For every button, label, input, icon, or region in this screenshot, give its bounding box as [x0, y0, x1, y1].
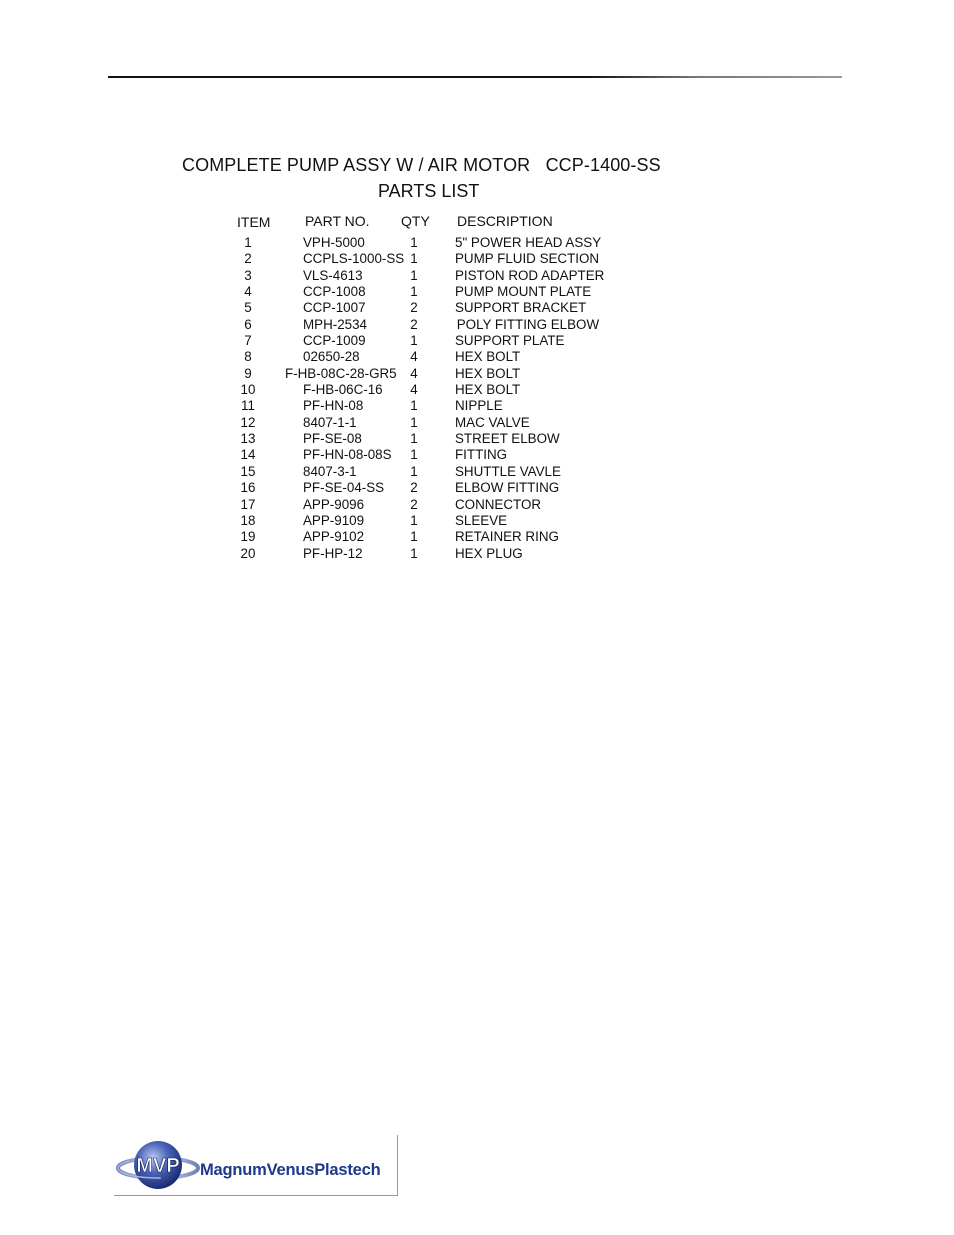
cell-description: POLY FITTING ELBOW	[453, 316, 600, 332]
cell-qty: 2	[410, 300, 418, 316]
cell-item: 9	[244, 365, 252, 381]
cell-qty: 2	[410, 480, 418, 496]
table-row	[0, 431, 954, 447]
column-header-part-no: PART NO.	[305, 213, 370, 229]
cell-description: 5" POWER HEAD ASSY	[455, 235, 602, 250]
cell-item: 10	[240, 382, 256, 398]
cell-part-no: PF-SE-08	[303, 431, 362, 447]
mvp-globe-logo-icon	[114, 1135, 204, 1195]
cell-description: CONNECTOR	[455, 496, 542, 512]
table-row	[0, 317, 954, 333]
table-row	[0, 480, 954, 496]
header-rule	[108, 76, 842, 78]
table-row	[0, 333, 954, 349]
cell-description: RETAINER RING	[455, 529, 559, 545]
cell-part-no: APP-9102	[303, 529, 365, 545]
table-row	[0, 251, 954, 267]
cell-part-no: F-HB-06C-16	[303, 382, 383, 398]
table-row	[0, 284, 954, 300]
cell-part-no: PF-SE-04-SS	[303, 480, 385, 496]
cell-qty: 2	[410, 316, 418, 332]
cell-description: HEX BOLT	[455, 365, 521, 381]
document-title: COMPLETE PUMP ASSY W / AIR MOTOR CCP-1400-SS	[182, 155, 661, 175]
cell-description: PISTON ROD ADAPTER	[455, 267, 605, 283]
table-row	[0, 529, 954, 545]
column-header-qty: QTY	[401, 213, 430, 229]
table-row	[0, 447, 954, 463]
table-row	[0, 513, 954, 529]
cell-item: 12	[240, 414, 256, 430]
cell-part-no: VPH-5000	[303, 235, 365, 250]
cell-description: ELBOW FITTING	[455, 480, 560, 496]
company-logo	[114, 1135, 398, 1196]
cell-item: 2	[244, 251, 252, 267]
cell-item: 5	[244, 300, 252, 316]
table-row	[0, 382, 954, 398]
cell-part-no: PF-HP-12	[303, 545, 363, 561]
cell-item: 13	[240, 431, 256, 447]
cell-description: PUMP MOUNT PLATE	[455, 284, 592, 300]
cell-item: 11	[241, 398, 255, 414]
cell-qty: 4	[410, 365, 418, 381]
cell-qty: 1	[410, 235, 418, 250]
cell-qty: 1	[410, 398, 418, 414]
cell-qty: 1	[410, 431, 418, 447]
cell-part-no: VLS-4613	[303, 267, 363, 283]
cell-item: 19	[240, 529, 256, 545]
cell-qty: 4	[410, 382, 418, 398]
cell-item: 7	[244, 333, 252, 349]
cell-description: STREET ELBOW	[455, 431, 560, 447]
cell-item: 4	[244, 284, 252, 300]
cell-description: SUPPORT PLATE	[455, 333, 565, 349]
cell-qty: 1	[410, 414, 418, 430]
logo-wordmark: MagnumVenusPlastech	[200, 1161, 381, 1179]
cell-qty: 2	[410, 496, 418, 512]
table-row	[0, 349, 954, 365]
table-row	[0, 398, 954, 414]
cell-part-no: APP-9109	[303, 512, 365, 528]
cell-description: NIPPLE	[455, 398, 503, 414]
cell-description: FITTING	[455, 447, 508, 463]
table-row	[0, 464, 954, 480]
cell-qty: 1	[410, 463, 418, 479]
table-row	[0, 366, 954, 382]
cell-qty: 1	[410, 333, 418, 349]
cell-part-no: APP-9096	[303, 496, 365, 512]
cell-qty: 1	[410, 267, 418, 283]
cell-qty: 1	[410, 251, 418, 267]
cell-item: 20	[240, 545, 256, 561]
cell-description: HEX PLUG	[455, 545, 523, 561]
cell-qty: 1	[410, 447, 418, 463]
cell-part-no: CCP-1009	[303, 333, 366, 349]
cell-description: PUMP FLUID SECTION	[455, 251, 600, 267]
cell-item: 16	[240, 480, 256, 496]
table-row	[0, 415, 954, 431]
cell-part-no: 02650-28	[303, 349, 360, 365]
logo-mark-text: MVP	[136, 1155, 180, 1177]
cell-item: 1	[244, 235, 252, 250]
column-header-item: ITEM	[237, 214, 271, 230]
cell-item: 15	[240, 463, 256, 479]
cell-item: 3	[244, 267, 252, 283]
table-row	[0, 300, 954, 316]
cell-description: HEX BOLT	[455, 382, 521, 398]
column-header-description: DESCRIPTION	[457, 213, 553, 229]
cell-description: SLEEVE	[455, 512, 508, 528]
cell-part-no: 8407-3-1	[303, 463, 357, 479]
cell-item: 6	[244, 316, 252, 332]
cell-description: SHUTTLE VAVLE	[455, 463, 561, 479]
cell-item: 18	[240, 512, 256, 528]
cell-item: 8	[244, 349, 252, 365]
cell-item: 14	[240, 447, 256, 463]
cell-qty: 1	[410, 529, 418, 545]
cell-part-no: CCP-1007	[303, 300, 366, 316]
document-subtitle: PARTS LIST	[378, 181, 480, 201]
cell-part-no: PF-HN-08	[303, 398, 364, 414]
cell-description: MAC VALVE	[455, 414, 530, 430]
cell-description: HEX BOLT	[455, 349, 521, 365]
cell-qty: 4	[410, 349, 418, 365]
cell-qty: 1	[410, 284, 418, 300]
cell-part-no: CCPLS-1000-SS	[303, 251, 405, 267]
table-row	[0, 235, 954, 251]
cell-part-no: MPH-2534	[303, 316, 368, 332]
parts-table	[0, 235, 954, 562]
cell-part-no: CCP-1008	[303, 284, 366, 300]
cell-description: SUPPORT BRACKET	[455, 300, 587, 316]
table-row	[0, 268, 954, 284]
cell-qty: 1	[410, 545, 418, 561]
cell-item: 17	[240, 496, 256, 512]
cell-part-no: 8407-1-1	[303, 414, 357, 430]
cell-part-no: PF-HN-08-08S	[303, 447, 392, 463]
cell-part-no: F-HB-08C-28-GR5	[285, 365, 397, 381]
table-row	[0, 497, 954, 513]
cell-qty: 1	[410, 512, 418, 528]
table-row	[0, 546, 954, 562]
